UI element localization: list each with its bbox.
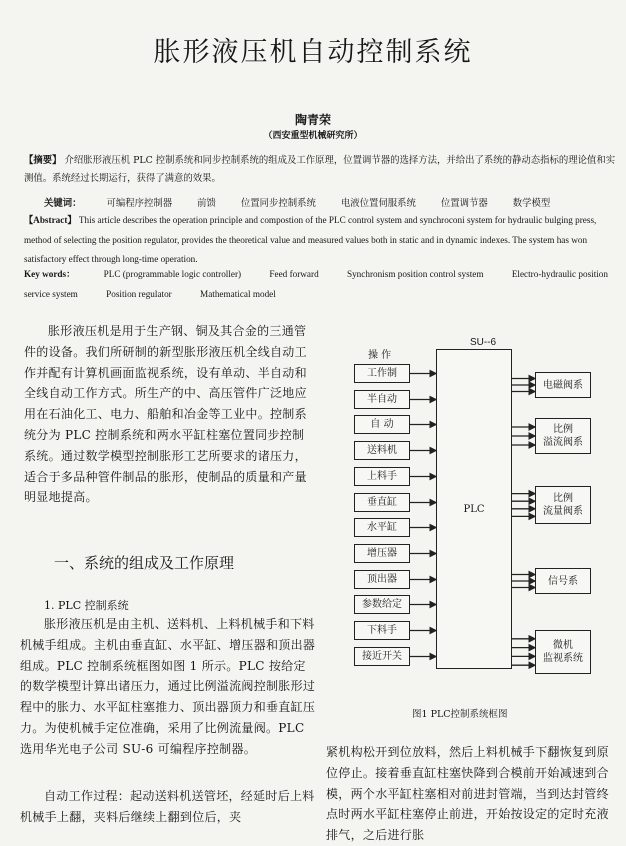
input-box: 垂直缸	[354, 493, 410, 512]
input-box: 顶出器	[354, 570, 410, 589]
input-box: 上料手	[354, 467, 410, 486]
keyword-cn: 位置调节器	[440, 198, 488, 209]
keyword-en: Position regulator	[106, 288, 172, 299]
input-box: 半自动	[354, 390, 410, 409]
input-box: 下料手	[354, 621, 410, 640]
input-box: 工作制	[354, 364, 410, 383]
input-box: 参数给定	[354, 595, 410, 614]
keyword-en: Synchronism position control system	[346, 269, 484, 279]
plc-label: PLC	[463, 503, 485, 515]
plc-block	[436, 349, 512, 669]
abstract-cn-label: 【摘要】	[24, 155, 62, 166]
abstract-en-label: 【Abstract】	[24, 215, 77, 225]
section-heading: 一、系统的组成及工作原理	[54, 554, 235, 572]
input-box: 自 动	[354, 415, 410, 434]
author-name: 陶青荣	[294, 113, 331, 127]
keyword-en: Mathematical model	[200, 288, 276, 299]
keyword-cn: 前馈	[197, 198, 216, 209]
paper-title: 胀形液压机自动控制系统	[153, 37, 473, 68]
body-paragraph-right: 紧机构松开到位放料，然后上料机械手下翻恢复到原位停止。接着垂直缸柱塞快降到合模前开始减速到合模，两个水平缸柱塞相对前进封管端，当到达封管终点时两水平缸柱塞停止前进，开始按设定的定时充液排气，之后进行胀	[326, 745, 609, 843]
keyword-cn: 位置同步控制系统	[240, 198, 316, 209]
keyword-en: PLC (programmable logic controller)	[103, 269, 242, 279]
author-affiliation: （西安重型机械研究所）	[263, 131, 363, 141]
abstract-en-text: This article describes the operation principle and compostion of the PLC control system and synchroconi system for hydraulic bulging press, method of selecting the position regulator, provides the theoretical value and measured values both in static and in dynamic indexes. The system has won satisfactory effect through long-time operation.	[24, 215, 597, 264]
output-box: 比例 溢流阀系	[535, 418, 591, 454]
output-box: 信号系	[535, 568, 591, 594]
keywords-cn-label: 关键词：	[44, 198, 82, 209]
subsection-heading: 1. PLC 控制系统	[44, 599, 129, 612]
keyword-cn: 数学模型	[512, 198, 551, 209]
body-paragraph: 胀形液压机是由主机、送料机、上料机械手和下料机械手组成。主机由垂直缸、水平缸、增压器和顶出器组成。PLC 控制系统框图如图 1 所示。PLC 按给定的数学模型计算出诸压力，通过比例溢流阀控制胀形过程中的胀力、水平缸柱塞推力、顶出器顶力和垂直缸压力。为使机械手定位准确，采用了比例流量阀。PLC 选用华光电子公司 SU-6 可编程序控制器。	[20, 617, 316, 756]
keyword-cn: 可编程序控制器	[106, 198, 173, 209]
body-paragraph: 自动工作过程：起动送料机送管坯，经延时后上料机械手上翻，夹料后继续上翻到位后，夹	[20, 789, 315, 824]
keyword-en: Electro-hydraulic position service system	[24, 269, 608, 299]
keyword-en: Feed forward	[269, 269, 319, 279]
input-box: 水平缸	[354, 518, 410, 537]
keyword-cn: 电液位置伺服系统	[340, 198, 416, 209]
keywords-en-label: Key words：	[24, 269, 76, 279]
abstract-cn-text: 介绍胀形液压机 PLC 控制系统和同步控制系统的组成及工作原理，位置调节器的选择方法，并给出了系统的静动态指标的理论值和实测值。系统经过长期运行，获得了满意的效果。	[24, 155, 616, 184]
figure-caption: 图1 PLC控制系统框图	[412, 709, 508, 720]
intro-paragraph: 胀形液压机是用于生产钢、铜及其合金的三通管件的设备。我们所研制的新型胀形液压机全线自动工作并配有计算机画面监视系统，设有单动、半自动和全线自动工作方式。所生产的中、高压管件广泛地应用在石油化工、电力、船舶和冶金等工业中。控制系统分为 PLC 控制系统和两水平缸柱塞位置同步控制系统。通过数学模型控制胀形工艺所要求的诸压力，适合于多品种管件制品的胀形，使制品的质量和产量明显地提高。	[24, 324, 307, 505]
output-box: 比例 流量阀系	[535, 486, 591, 524]
output-box: 微机 监视系统	[535, 630, 591, 674]
su6-label: SU--6	[470, 337, 497, 348]
operation-label: 操 作	[368, 350, 392, 361]
input-box: 增压器	[354, 544, 410, 563]
input-box: 送料机	[354, 441, 410, 460]
input-box: 接近开关	[354, 647, 410, 666]
output-box: 电磁阀系	[535, 372, 591, 398]
